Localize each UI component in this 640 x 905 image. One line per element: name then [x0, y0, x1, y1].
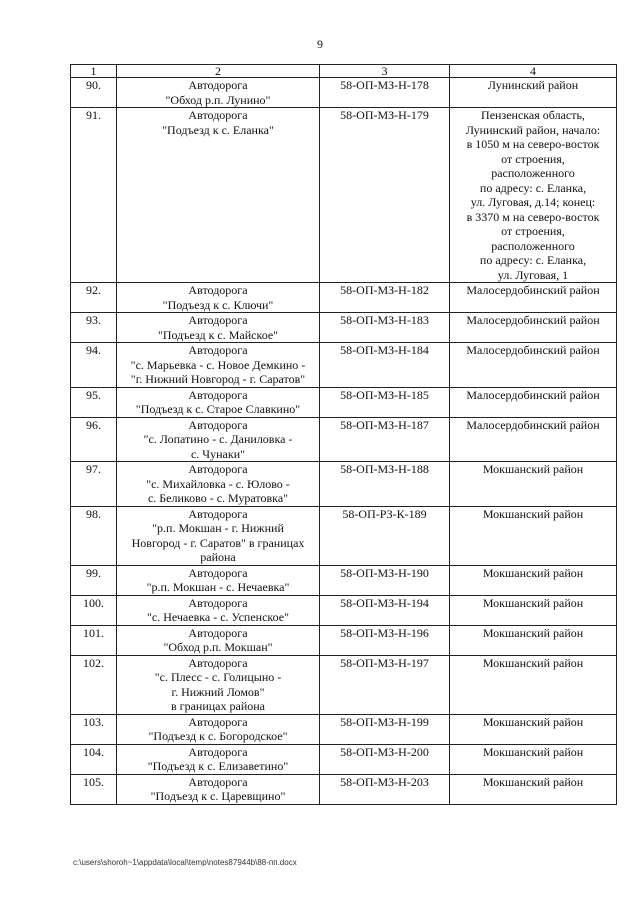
road-location-line: Малосердобинский район	[466, 387, 600, 402]
road-name-line: "Подъезд к с. Старое Славкино"	[135, 402, 301, 416]
table-header-row	[71, 65, 617, 78]
road-location	[450, 313, 617, 343]
road-name	[117, 387, 320, 417]
road-code: 58-ОП-РЗ-К-189	[320, 506, 450, 565]
road-name-line: "Подъезд к с. Ключи"	[162, 297, 274, 312]
road-location	[450, 417, 617, 462]
row-number: 104.	[71, 744, 117, 774]
road-location-line: Малосердобинский район	[466, 313, 600, 327]
road-name-line: "с. Плесс - с. Голицыно -	[154, 670, 282, 684]
road-location-line: в 1050 м на северо-восток	[466, 137, 600, 151]
road-location	[450, 714, 617, 744]
road-location	[450, 565, 617, 595]
road-location-line: расположенного	[491, 166, 575, 180]
road-location-line: Мокшанский район	[482, 655, 584, 670]
road-name-line: Автодорога	[188, 108, 248, 122]
header-col-4: 4	[450, 65, 617, 78]
table-row	[71, 387, 617, 417]
footer-file-path: c:\users\shoroh~1\appdata\local\temp\notes87944b\88-пп.docx	[73, 858, 297, 867]
road-location-line: Мокшанский район	[482, 625, 584, 640]
road-location-line: ул. Луговая, 1	[497, 267, 569, 282]
road-name	[117, 565, 320, 595]
row-number: 90.	[71, 78, 117, 108]
road-name-line: "Подъезд к с. Царевщино"	[150, 789, 286, 803]
road-code: 58-ОП-МЗ-Н-188	[320, 462, 450, 507]
table-row	[71, 417, 617, 462]
road-name-line: Автодорога	[188, 744, 248, 759]
road-code: 58-ОП-МЗ-Н-197	[320, 655, 450, 714]
road-location-line: Мокшанский район	[482, 462, 584, 476]
road-name	[117, 417, 320, 462]
road-code: 58-ОП-МЗ-Н-184	[320, 343, 450, 388]
table-row	[71, 78, 617, 108]
road-name	[117, 283, 320, 313]
road-name-line: Автодорога	[188, 714, 248, 729]
road-location	[450, 343, 617, 388]
table-row	[71, 565, 617, 595]
road-name-line: Автодорога	[188, 625, 248, 640]
road-name	[117, 313, 320, 343]
row-number: 94.	[71, 343, 117, 388]
road-location-line: Мокшанский район	[482, 506, 584, 521]
road-code: 58-ОП-МЗ-Н-199	[320, 714, 450, 744]
table-row	[71, 343, 617, 388]
road-code: 58-ОП-МЗ-Н-203	[320, 774, 450, 804]
row-number: 99.	[71, 565, 117, 595]
road-name-line: "Подъезд к с. Майское"	[157, 327, 279, 342]
road-name	[117, 108, 320, 283]
road-name	[117, 744, 320, 774]
road-code: 58-ОП-МЗ-Н-183	[320, 313, 450, 343]
road-location-line: Мокшанский район	[482, 595, 584, 610]
road-name-line: с. Чунаки"	[190, 446, 246, 461]
road-location-line: Малосердобинский район	[466, 417, 600, 432]
table-row	[71, 283, 617, 313]
row-number: 92.	[71, 283, 117, 313]
road-code: 58-ОП-МЗ-Н-194	[320, 595, 450, 625]
road-name-line: Автодорога	[188, 595, 248, 610]
road-name	[117, 774, 320, 804]
road-location	[450, 655, 617, 714]
road-code: 58-ОП-МЗ-Н-190	[320, 565, 450, 595]
table-row	[71, 625, 617, 655]
road-code: 58-ОП-МЗ-Н-182	[320, 283, 450, 313]
road-name-line: "Подъезд к с. Елизаветино"	[147, 759, 289, 773]
road-name-line: Новгород - г. Саратов" в границах	[131, 535, 305, 550]
row-number: 103.	[71, 714, 117, 744]
road-location	[450, 595, 617, 625]
road-location	[450, 78, 617, 108]
table-row	[71, 714, 617, 744]
table-row	[71, 744, 617, 774]
road-code: 58-ОП-МЗ-Н-187	[320, 417, 450, 462]
road-location	[450, 744, 617, 774]
road-name-line: Автодорога	[188, 387, 248, 402]
road-name-line: г. Нижний Ломов"	[171, 684, 265, 699]
row-number: 96.	[71, 417, 117, 462]
road-location-line: Лунинский район	[487, 78, 579, 92]
road-name	[117, 343, 320, 388]
road-code: 58-ОП-МЗ-Н-185	[320, 387, 450, 417]
road-name-line: "с. Марьевка - с. Новое Демкино -	[130, 357, 306, 372]
road-name-line: Автодорога	[188, 565, 248, 580]
road-location	[450, 506, 617, 565]
road-location	[450, 462, 617, 507]
row-number: 95.	[71, 387, 117, 417]
road-name	[117, 714, 320, 744]
road-code: 58-ОП-МЗ-Н-178	[320, 78, 450, 108]
road-location-line: ул. Луговая, д.14; конец:	[470, 195, 596, 209]
road-name-line: Автодорога	[188, 313, 248, 327]
road-location-line: расположенного	[491, 238, 575, 253]
road-name-line: Автодорога	[188, 506, 248, 521]
road-name-line: Автодорога	[188, 462, 248, 476]
row-number: 102.	[71, 655, 117, 714]
road-name-line: "г. Нижний Новгород - г. Саратов"	[130, 372, 306, 386]
road-location-line: Мокшанский район	[482, 714, 584, 729]
road-name-line: Автодорога	[188, 774, 248, 789]
road-location-line: Пензенская область,	[481, 108, 585, 122]
road-name-line: "р.п. Мокшан - с. Нечаевка"	[146, 580, 290, 594]
road-name-line: "с. Лопатино - с. Даниловка -	[143, 432, 293, 446]
road-location-line: по адресу: с. Еланка,	[479, 180, 587, 195]
row-number: 91.	[71, 108, 117, 283]
row-number: 100.	[71, 595, 117, 625]
road-code: 58-ОП-МЗ-Н-196	[320, 625, 450, 655]
road-name-line: Автодорога	[188, 655, 248, 670]
row-number: 101.	[71, 625, 117, 655]
road-name-line: "р.п. Мокшан - г. Нижний	[152, 521, 284, 535]
road-location	[450, 774, 617, 804]
header-col-3: 3	[320, 65, 450, 78]
road-name-line: Автодорога	[188, 78, 248, 92]
header-col-2: 2	[117, 65, 320, 78]
road-name-line: Автодорога	[188, 283, 248, 297]
table-row	[71, 313, 617, 343]
table-row	[71, 774, 617, 804]
row-number: 93.	[71, 313, 117, 343]
road-location-line: Мокшанский район	[482, 744, 584, 759]
page-number: 9	[317, 37, 323, 51]
road-location-line: Малосердобинский район	[466, 283, 600, 297]
table-row	[71, 595, 617, 625]
road-name	[117, 655, 320, 714]
road-location-line: от строения,	[501, 224, 565, 238]
road-name	[117, 595, 320, 625]
road-location-line: Мокшанский район	[482, 565, 584, 580]
road-location-line: от строения,	[501, 151, 565, 166]
road-location-line: по адресу: с. Еланка,	[479, 253, 587, 267]
roads-table	[70, 64, 617, 805]
table-row	[71, 108, 617, 283]
road-location-line: Малосердобинский район	[466, 343, 600, 357]
road-location-line: Лунинский район, начало:	[465, 122, 601, 137]
road-name-line: "Подъезд к с. Богородское"	[148, 729, 288, 743]
road-location	[450, 625, 617, 655]
table-row	[71, 655, 617, 714]
table-row	[71, 506, 617, 565]
road-name-line: в границах района	[170, 699, 265, 713]
road-name	[117, 625, 320, 655]
road-location	[450, 283, 617, 313]
header-col-1: 1	[71, 65, 117, 78]
road-name-line: "с. Михайловка - с. Юлово -	[146, 476, 290, 491]
road-name-line: "Обход р.п. Лунино"	[165, 92, 271, 107]
road-location	[450, 387, 617, 417]
row-number: 105.	[71, 774, 117, 804]
road-code: 58-ОП-МЗ-Н-200	[320, 744, 450, 774]
road-location	[450, 108, 617, 283]
road-name-line: "с. Нечаевка - с. Успенское"	[146, 610, 290, 624]
table-body	[71, 78, 617, 805]
row-number: 98.	[71, 506, 117, 565]
road-code: 58-ОП-МЗ-Н-179	[320, 108, 450, 283]
road-name-line: района	[200, 550, 236, 564]
road-name-line: "Обход р.п. Мокшан"	[163, 640, 273, 654]
road-name-line: Автодорога	[188, 417, 248, 432]
road-name	[117, 506, 320, 565]
table-row	[71, 462, 617, 507]
road-name-line: Автодорога	[188, 343, 248, 357]
road-name-line: "Подъезд к с. Еланка"	[162, 122, 274, 137]
road-location-line: Мокшанский район	[482, 774, 584, 789]
road-name	[117, 78, 320, 108]
row-number: 97.	[71, 462, 117, 507]
road-name	[117, 462, 320, 507]
road-location-line: в 3370 м на северо-восток	[466, 209, 600, 224]
road-name-line: с. Беликово - с. Муратовка"	[147, 491, 289, 505]
